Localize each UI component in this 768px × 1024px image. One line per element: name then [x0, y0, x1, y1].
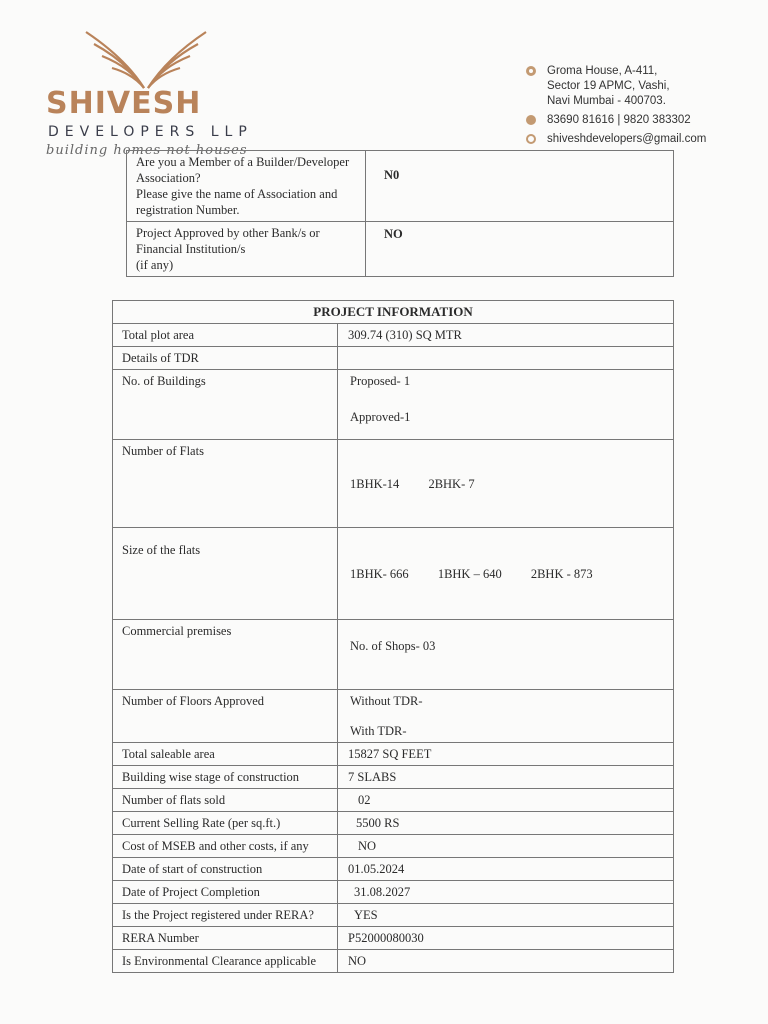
table-row: [113, 835, 674, 858]
email-row: [526, 132, 736, 147]
floors-with-tdr: With TDR-: [350, 724, 407, 738]
row-value: NO: [338, 835, 674, 858]
row-label: Total saleable area: [113, 743, 338, 766]
table-row: [113, 620, 674, 690]
answer-cell: N0: [366, 151, 674, 222]
table-row: [113, 440, 674, 528]
row-label: Size of the flats: [113, 528, 338, 620]
row-value: [338, 690, 674, 743]
phone-icon: [526, 115, 536, 125]
row-label: Date of start of construction: [113, 858, 338, 881]
row-value: 5500 RS: [338, 812, 674, 835]
row-value: NO: [338, 950, 674, 973]
location-icon: [526, 66, 536, 76]
table-row: [113, 927, 674, 950]
question-line: Please give the name of Association and registration Number.: [136, 187, 338, 217]
row-value: No. of Shops- 03: [338, 620, 674, 690]
flat-size: 1BHK – 640: [437, 566, 502, 581]
row-label: Date of Project Completion: [113, 881, 338, 904]
row-value: P52000080030: [338, 927, 674, 950]
table-row: [127, 222, 674, 277]
table-row: [113, 950, 674, 973]
row-label: RERA Number: [113, 927, 338, 950]
table-heading: PROJECT INFORMATION: [113, 301, 674, 324]
association-table: [126, 150, 674, 277]
row-label: Number of flats sold: [113, 789, 338, 812]
floors-without-tdr: Without TDR-: [350, 694, 423, 708]
address-row: [526, 64, 736, 109]
brand-subtitle: DEVELOPERS LLP: [48, 124, 253, 140]
phone-numbers: 83690 81616 | 9820 383302: [547, 114, 691, 126]
question-line: Are you a Member of a Builder/Developer Association?: [136, 155, 350, 185]
address-line: Sector 19 APMC, Vashi,: [547, 80, 670, 92]
contact-block: [526, 64, 736, 151]
table-row: [113, 766, 674, 789]
question-cell: [127, 222, 366, 277]
row-value: 7 SLABS: [338, 766, 674, 789]
row-label: Building wise stage of construction: [113, 766, 338, 789]
brand-name: SHIVESH: [46, 86, 202, 121]
table-row: [113, 881, 674, 904]
phone-row: [526, 113, 736, 128]
brand-tagline: building homes not houses: [46, 143, 248, 158]
table-row: [113, 789, 674, 812]
address-line: Navi Mumbai - 400703.: [547, 95, 666, 107]
table-row: [113, 347, 674, 370]
email-address: shiveshdevelopers@gmail.com: [547, 133, 707, 145]
row-label: Details of TDR: [113, 347, 338, 370]
address-line: Groma House, A-411,: [547, 65, 658, 77]
buildings-proposed: Proposed- 1: [350, 374, 411, 388]
flat-size: 2BHK - 873: [530, 566, 593, 581]
row-label: Is the Project registered under RERA?: [113, 904, 338, 927]
row-value: 15827 SQ FEET: [338, 743, 674, 766]
table-row: [113, 690, 674, 743]
table-header-row: [113, 301, 674, 324]
row-value: 31.08.2027: [338, 881, 674, 904]
row-value: 02: [338, 789, 674, 812]
row-value: [338, 528, 674, 620]
row-value: [338, 347, 674, 370]
row-label: Cost of MSEB and other costs, if any: [113, 835, 338, 858]
row-label: Current Selling Rate (per sq.ft.): [113, 812, 338, 835]
row-value: [338, 370, 674, 440]
buildings-approved: Approved-1: [350, 410, 411, 424]
answer-cell: NO: [366, 222, 674, 277]
row-value: 309.74 (310) SQ MTR: [338, 324, 674, 347]
row-label: No. of Buildings: [113, 370, 338, 440]
table-row: [113, 904, 674, 927]
table-row: [113, 743, 674, 766]
flat-size: 1BHK- 666: [350, 566, 409, 581]
table-row: [113, 370, 674, 440]
row-value: YES: [338, 904, 674, 927]
row-label: Total plot area: [113, 324, 338, 347]
row-value: [338, 440, 674, 528]
table-row: [113, 858, 674, 881]
table-row: [127, 151, 674, 222]
project-information-table: [112, 300, 674, 973]
question-line: Project Approved by other Bank/s or Financial Institution/s: [136, 226, 320, 256]
flats-2bhk: 2BHK- 7: [428, 476, 475, 491]
question-line: (if any): [136, 258, 174, 272]
table-row: [113, 528, 674, 620]
row-value: 01.05.2024: [338, 858, 674, 881]
question-cell: [127, 151, 366, 222]
flats-1bhk: 1BHK-14: [350, 476, 400, 491]
row-label: Number of Floors Approved: [113, 690, 338, 743]
row-label: Commercial premises: [113, 620, 338, 690]
row-label: Is Environmental Clearance applicable: [113, 950, 338, 973]
email-icon: [526, 134, 536, 144]
table-row: [113, 812, 674, 835]
table-row: [113, 324, 674, 347]
row-label: Number of Flats: [113, 440, 338, 528]
